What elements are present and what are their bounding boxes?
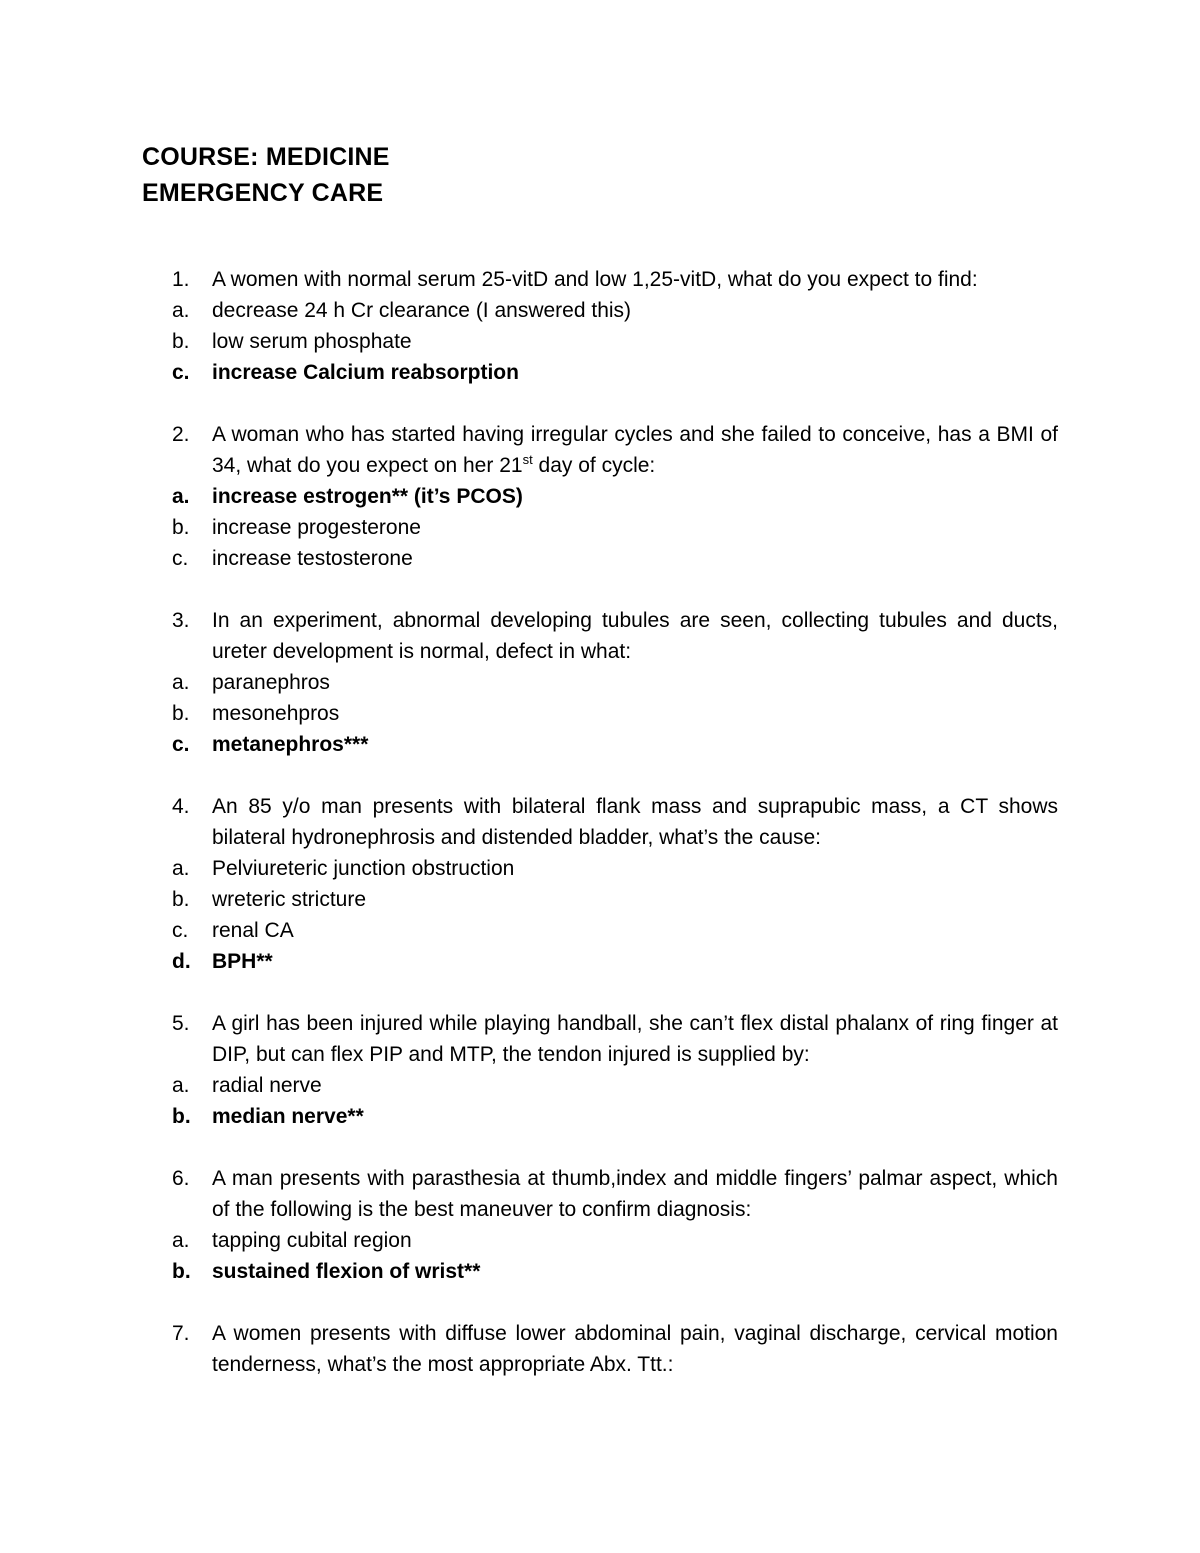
question-text: A women presents with diffuse lower abdominal pain, vaginal discharge, cervical motion tenderness, what’s the most appropriate Abx. Ttt.: (212, 1322, 1058, 1376)
question-stem (172, 1163, 1058, 1225)
answer-option (172, 698, 1058, 729)
answer-option (172, 915, 1058, 946)
option-letter: c. (172, 733, 190, 756)
option-letter: a. (172, 1074, 190, 1097)
correct-answer-option (172, 946, 1058, 977)
option-text: median nerve** (212, 1105, 364, 1128)
option-letter: b. (172, 516, 190, 539)
option-letter: a. (172, 857, 190, 880)
option-text: increase progesterone (212, 516, 421, 539)
option-letter: b. (172, 1260, 191, 1283)
option-text: sustained flexion of wrist** (212, 1260, 481, 1283)
correct-answer-option (172, 729, 1058, 760)
question-text: A man presents with parasthesia at thumb,index and middle fingers’ palmar aspect, which of the following is the best maneuver to confirm diagnosis: (212, 1167, 1058, 1221)
question-list (172, 264, 1058, 1411)
option-text: renal CA (212, 919, 294, 942)
question-number: 7. (172, 1322, 190, 1345)
option-letter: c. (172, 919, 189, 942)
question-text (212, 419, 1058, 481)
question-number: 3. (172, 609, 190, 632)
question-4 (172, 791, 1058, 977)
option-text: radial nerve (212, 1074, 322, 1097)
answer-option (172, 853, 1058, 884)
question-text: A girl has been injured while playing handball, she can’t flex distal phalanx of ring finger at DIP, but can flex PIP and MTP, the tendon injured is supplied by: (212, 1012, 1058, 1066)
option-letter: c. (172, 361, 190, 384)
question-stem (172, 1318, 1058, 1380)
question-text-part: day of cycle: (532, 454, 656, 477)
correct-answer-option (172, 481, 1058, 512)
option-text: increase Calcium reabsorption (212, 361, 519, 384)
option-letter: d. (172, 950, 191, 973)
option-letter: a. (172, 485, 190, 508)
section-title: EMERGENCY CARE (142, 179, 384, 207)
question-stem (172, 264, 1058, 295)
option-letter: a. (172, 671, 190, 694)
question-number: 4. (172, 795, 190, 818)
option-letter: b. (172, 702, 190, 725)
option-text: paranephros (212, 671, 330, 694)
question-2 (172, 419, 1058, 574)
question-stem (172, 419, 1058, 481)
answer-option (172, 543, 1058, 574)
option-text: BPH** (212, 950, 273, 973)
question-stem (172, 791, 1058, 853)
question-7 (172, 1318, 1058, 1380)
question-1 (172, 264, 1058, 388)
question-stem (172, 605, 1058, 667)
question-text: In an experiment, abnormal developing tubules are seen, collecting tubules and ducts, ureter development is normal, defect in what: (212, 609, 1058, 663)
ordinal-superscript: st (522, 452, 533, 467)
question-text: An 85 y/o man presents with bilateral flank mass and suprapubic mass, a CT shows bilateral hydronephrosis and distended bladder, what’s the cause: (212, 795, 1058, 849)
answer-option (172, 1225, 1058, 1256)
correct-answer-option (172, 1101, 1058, 1132)
option-letter: b. (172, 1105, 191, 1128)
option-text: increase testosterone (212, 547, 413, 570)
answer-option (172, 667, 1058, 698)
option-letter: c. (172, 547, 189, 570)
question-5 (172, 1008, 1058, 1132)
answer-option (172, 326, 1058, 357)
question-6 (172, 1163, 1058, 1287)
question-number: 1. (172, 268, 190, 291)
answer-option (172, 295, 1058, 326)
option-letter: b. (172, 330, 190, 353)
option-text: wreteric stricture (212, 888, 367, 911)
option-text: Pelviureteric junction obstruction (212, 857, 515, 880)
option-text: low serum phosphate (212, 330, 412, 353)
question-number: 6. (172, 1167, 190, 1190)
question-text-part: A woman who has started having irregular cycles and she failed to conceive, has a BMI of 34, what do you expect on her 21 (212, 423, 1058, 477)
option-letter: a. (172, 1229, 190, 1252)
option-text: mesonehpros (212, 702, 340, 725)
answer-option (172, 512, 1058, 543)
option-text: increase estrogen** (it’s PCOS) (212, 485, 523, 508)
question-text: A women with normal serum 25-vitD and low 1,25-vitD, what do you expect to find: (212, 268, 978, 291)
question-number: 2. (172, 423, 190, 446)
question-stem (172, 1008, 1058, 1070)
option-text: decrease 24 h Cr clearance (I answered this) (212, 299, 632, 322)
option-letter: b. (172, 888, 190, 911)
course-title: COURSE: MEDICINE (142, 143, 390, 171)
option-text: metanephros*** (212, 733, 369, 756)
option-text: tapping cubital region (212, 1229, 412, 1252)
question-3 (172, 605, 1058, 760)
option-letter: a. (172, 299, 190, 322)
question-number: 5. (172, 1012, 190, 1035)
answer-option (172, 884, 1058, 915)
correct-answer-option (172, 357, 1058, 388)
answer-option (172, 1070, 1058, 1101)
correct-answer-option (172, 1256, 1058, 1287)
